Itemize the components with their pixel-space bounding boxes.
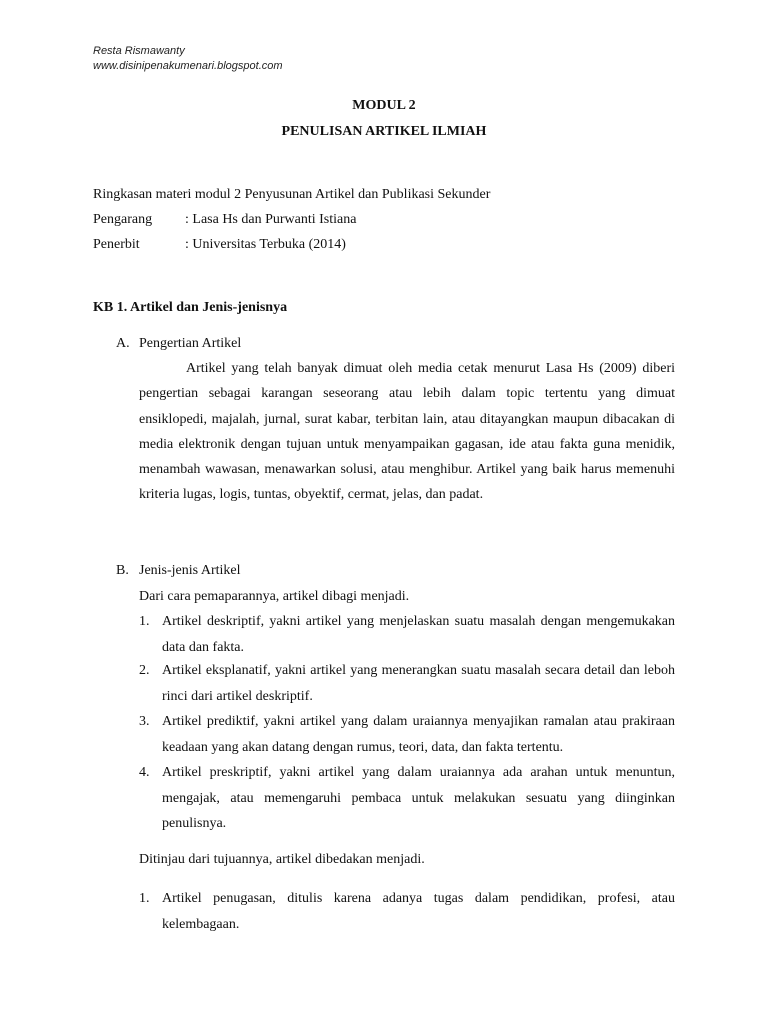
section-b-marker: B. bbox=[116, 563, 129, 578]
section-a-marker: A. bbox=[116, 336, 130, 351]
publisher-label: Penerbit bbox=[93, 237, 140, 252]
module-title: MODUL 2 bbox=[352, 98, 416, 113]
list-item: Artikel penugasan, ditulis karena adanya tugas dalam pendidikan, profesi, atau kelembagaan. bbox=[162, 891, 675, 932]
section-b-intro-2: Ditinjau dari tujuannya, artikel dibedakan menjadi. bbox=[139, 852, 425, 867]
list-item: Artikel preskriptif, yakni artikel yang dalam uraiannya ada arahan untuk menuntun, mengajak, atau memengaruhi pembaca untuk melakukan sesuatu yang diinginkan penulisnya. bbox=[162, 765, 675, 831]
author-label: Pengarang bbox=[93, 212, 153, 227]
module-subtitle: PENULISAN ARTIKEL ILMIAH bbox=[281, 124, 487, 139]
list-item: Artikel deskriptif, yakni artikel yang menjelaskan suatu masalah dengan mengemukakan data dan fakta. bbox=[162, 614, 675, 655]
list-item-number: 4. bbox=[139, 765, 150, 780]
list-item-number: 3. bbox=[139, 714, 150, 729]
header-author: Resta Rismawanty bbox=[93, 45, 185, 57]
section-a-paragraph: Artikel yang telah banyak dimuat oleh media cetak menurut Lasa Hs (2009) diberi pengertian sebagai karangan seseorang atau lebih dalam topic tertentu yang dimuat ensiklopedi, majalah, jurnal, surat kabar, terbitan lain, atau ditayangkan maupun dibacakan di media elektronik dengan tujuan untuk menyampaikan gagasan, ide atau fakta guna menidik, menambah wawasan, menawarkan solusi, atau menghibur. Artikel yang baik harus memenuhi kriteria lugas, logis, tuntas, obyektif, cermat, jelas, dan padat. bbox=[139, 361, 675, 503]
author-value: : Lasa Hs dan Purwanti Istiana bbox=[185, 212, 357, 227]
list-item-number: 1. bbox=[139, 891, 150, 906]
list-item: Artikel prediktif, yakni artikel yang dalam uraiannya menyajikan ramalan atau prakiraan keadaan yang akan datang dengan rumus, teori, data, dan fakta tertentu. bbox=[162, 714, 675, 755]
section-heading: KB 1. Artikel dan Jenis-jenisnya bbox=[93, 300, 288, 315]
summary-intro: Ringkasan materi modul 2 Penyusunan Artikel dan Publikasi Sekunder bbox=[93, 187, 491, 202]
section-b-heading: Jenis-jenis Artikel bbox=[139, 563, 241, 578]
list-item-number: 1. bbox=[139, 614, 150, 629]
page-header bbox=[93, 44, 283, 74]
list-item-number: 2. bbox=[139, 663, 150, 678]
section-a-heading: Pengertian Artikel bbox=[139, 336, 242, 351]
header-site: www.disinipenakumenari.blogspot.com bbox=[93, 60, 283, 72]
publisher-value: : Universitas Terbuka (2014) bbox=[185, 237, 346, 252]
section-b-intro: Dari cara pemaparannya, artikel dibagi menjadi. bbox=[139, 589, 410, 604]
list-item: Artikel eksplanatif, yakni artikel yang menerangkan suatu masalah secara detail dan leboh rinci dari artikel deskriptif. bbox=[162, 663, 675, 704]
